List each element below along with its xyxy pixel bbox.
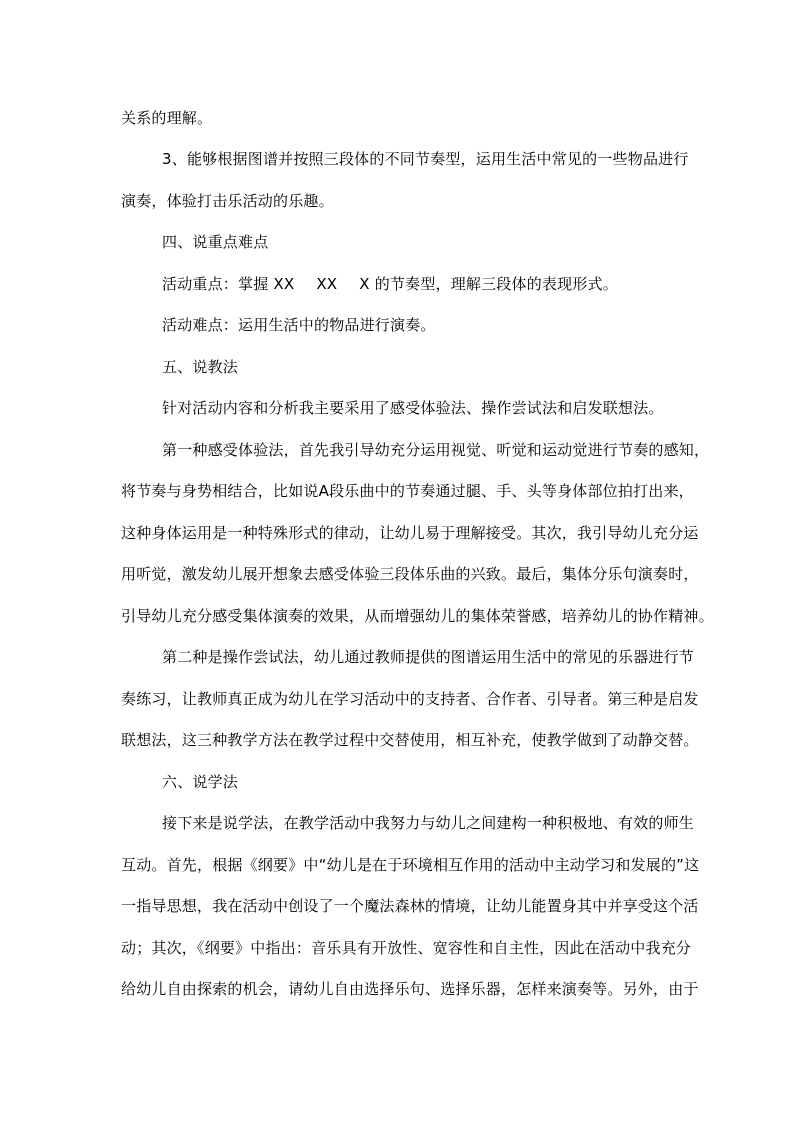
paragraph-line: 关系的理解。: [121, 109, 213, 127]
paragraph-line: 接下来是说学法，在教学活动中我努力与幼儿之间建构一种积极地、有效的师生: [162, 814, 695, 832]
paragraph-line: 第一种感受体验法，首先我引导幼充分运用视觉、听觉和运动觉进行节奏的感知，: [162, 441, 710, 459]
paragraph-line: 将节奏与身势相结合，比如说A段乐曲中的节奏通过腿、手、头等身体部位拍打出来，: [121, 482, 694, 500]
paragraph-line: 引导幼儿充分感受集体演奏的效果，从而增强幼儿的集体荣誉感，培养幼儿的协作精神。: [121, 607, 714, 625]
paragraph-line: 互动。首先，根据《纲要》中“幼儿是在于环境相互作用的活动中主动学习和发展的”这: [121, 856, 700, 874]
focus-point-text: 活动重点：掌握 XX: [162, 275, 295, 293]
section-heading: 五、说教法: [162, 358, 239, 376]
section-heading: 四、说重点难点: [162, 233, 269, 251]
paragraph-line: 一指导思想，我在活动中创设了一个魔法森林的情境，让幼儿能置身其中并享受这个活: [121, 897, 699, 915]
paragraph-line: 3、能够根据图谱并按照三段体的不同节奏型，运用生活中常见的一些物品进行: [162, 150, 689, 168]
paragraph-line: 用听觉，激发幼儿展开想象去感受体验三段体乐曲的兴致。最后，集体分乐句演奏时，: [121, 565, 699, 583]
focus-point-line: [162, 274, 674, 294]
paragraph-line: 奏练习，让教师真正成为幼儿在学习活动中的支持者、合作者、引导者。第三种是启发: [121, 690, 699, 708]
paragraph-line: 给幼儿自由探索的机会，请幼儿自由选择乐句、选择乐器，怎样来演奏等。另外，由于: [121, 980, 699, 998]
paragraph-line: 联想法，这三种教学方法在教学过程中交替使用，相互补充，使教学做到了动静交替。: [121, 731, 699, 749]
focus-point-text-end: X 的节奏型，理解三段体的表现形式。: [359, 275, 618, 293]
paragraph-line: 演奏，体验打击乐活动的乐趣。: [121, 192, 334, 210]
paragraph-line: 针对活动内容和分析我主要采用了感受体验法、操作尝试法和启发联想法。: [162, 399, 664, 417]
section-heading: 六、说学法: [162, 773, 239, 791]
paragraph-line: 动；其次，《纲要》中指出：音乐具有开放性、宽容性和自主性，因此在活动中我充分: [121, 939, 692, 957]
paragraph-line: 这种身体运用是一种特殊形式的律动，让幼儿易于理解接受。其次，我引导幼儿充分运: [121, 524, 699, 542]
paragraph-line: 活动难点：运用生活中的物品进行演奏。: [162, 316, 436, 334]
focus-point-rhythm: XX: [316, 275, 338, 293]
paragraph-line: 第二种是操作尝试法，幼儿通过教师提供的图谱运用生活中的常见的乐器进行节: [162, 648, 695, 666]
